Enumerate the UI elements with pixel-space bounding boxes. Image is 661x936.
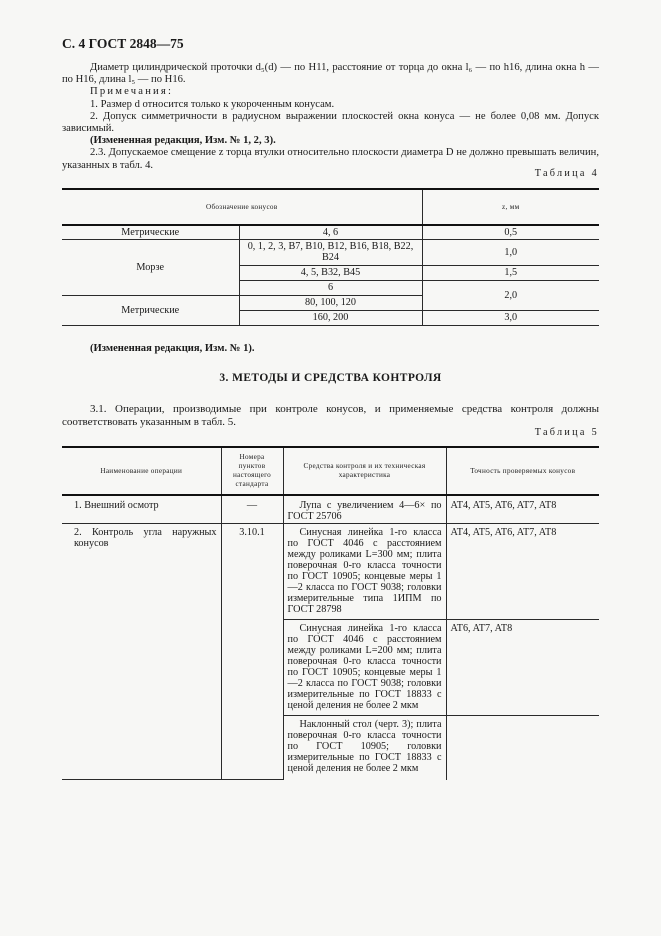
edition-note-1: (Измененная редакция, Изм. № 1, 2, 3).	[90, 135, 276, 147]
table5-caption: Таблица 5	[534, 427, 599, 438]
paragraph-2-3: 2.3. Допускаемое смещение z торца втулки относительно плоскости диаметра D не должно превышать величин, указанных в табл. 4.	[62, 147, 599, 171]
table4-cell: 3,0	[422, 310, 599, 325]
table4-caption: Таблица 4	[534, 168, 599, 179]
table5-cell: Синусная линейка 1-го класса по ГОСТ 4046 с расстоянием между роликами L=200 мм; плита поверочная 0-го класса точности по ГОСТ 10905; концевые меры 1—2 класса по ГОСТ 9038; головки измерительные по ГОСТ 18833 с ценой деления не более 2 мкм	[283, 619, 446, 715]
table4-header-z: z, мм	[422, 189, 599, 225]
note-2: 2. Допуск симметричности в радиусном выражении плоскостей окна конуса — не более 0,08 мм. Допуск зависимый.	[62, 110, 599, 135]
table5-cell: Наклонный стол (черт. 3); плита поверочная 0-го класса точности по ГОСТ 10905; головки измерительные по ГОСТ 18833 с ценой деления не более 2 мкм	[283, 715, 446, 780]
table5-header-items: Номера пунктов настоящего стандарта	[221, 447, 283, 495]
table5-cell: 3.10.1	[221, 523, 283, 780]
table-4	[62, 188, 599, 326]
table5-cell: 1. Внешний осмотр	[62, 495, 221, 523]
table4-cell: Метрические	[62, 225, 239, 239]
table4-cell: Метрические	[62, 295, 239, 325]
table4-header-cones: Обозначение конусов	[62, 189, 422, 225]
intro-line: Диаметр цилиндрической проточки d₅(d) — по Н11, расстояние от торца до окна l₆ — по h16, длина окна h — по Н16, длина l₅ — по Н16.	[62, 62, 599, 86]
table4-cell: 1,0	[422, 239, 599, 265]
table5-header-operation: Наименование операции	[62, 447, 221, 495]
table4-cell: 6	[239, 280, 422, 295]
table5-cell: AT4, AT5, AT6, AT7, AT8	[446, 523, 599, 619]
table5-cell: AT6, AT7, AT8	[446, 619, 599, 715]
table5-header-accuracy: Точность проверяемых конусов	[446, 447, 599, 495]
table5-cell: Лупа с увеличением 4—6× по ГОСТ 25706	[283, 495, 446, 523]
paragraph-3-1: 3.1. Операции, производимые при контроле конусов, и применяемые средства контроля должны соответствовать указанным в табл. 5.	[62, 403, 599, 428]
table5-header-means: Средства контроля и их техническая характеристика	[283, 447, 446, 495]
table-5	[62, 446, 599, 780]
table5-cell: —	[221, 495, 283, 523]
page-header: С. 4 ГОСТ 2848—75	[62, 36, 184, 51]
table4-cell: 4, 5, В32, В45	[239, 265, 422, 280]
table5-cell: 2. Контроль угла наружных конусов	[62, 523, 221, 780]
table4-cell: Морзе	[62, 239, 239, 295]
section-title: 3. МЕТОДЫ И СРЕДСТВА КОНТРОЛЯ	[219, 372, 442, 384]
table4-cell: 1,5	[422, 265, 599, 280]
edition-note-2: (Измененная редакция, Изм. № 1).	[90, 343, 255, 354]
table5-cell: Синусная линейка 1-го класса по ГОСТ 4046 с расстоянием между роликами L=300 мм; плита поверочная 0-го класса точности по ГОСТ 10905; концевые меры 1—2 класса по ГОСТ 9038; головки измерительные типа 1ИПМ по ГОСТ 28798	[283, 523, 446, 619]
table4-cell: 80, 100, 120	[239, 295, 422, 310]
table4-cell: 0, 1, 2, 3, В7, В10, В12, В16, В18, В22, В24	[239, 239, 422, 265]
intro-block	[62, 62, 599, 172]
table5-cell	[446, 715, 599, 780]
table4-cell: 2,0	[422, 280, 599, 310]
table5-cell: AT4, AT5, AT6, AT7, AT8	[446, 495, 599, 523]
table4-cell: 0,5	[422, 225, 599, 239]
notes-title: Примечания:	[90, 86, 174, 98]
table4-cell: 4, 6	[239, 225, 422, 239]
table4-cell: 160, 200	[239, 310, 422, 325]
note-1: 1. Размер d относится только к укороченным конусам.	[90, 98, 335, 110]
